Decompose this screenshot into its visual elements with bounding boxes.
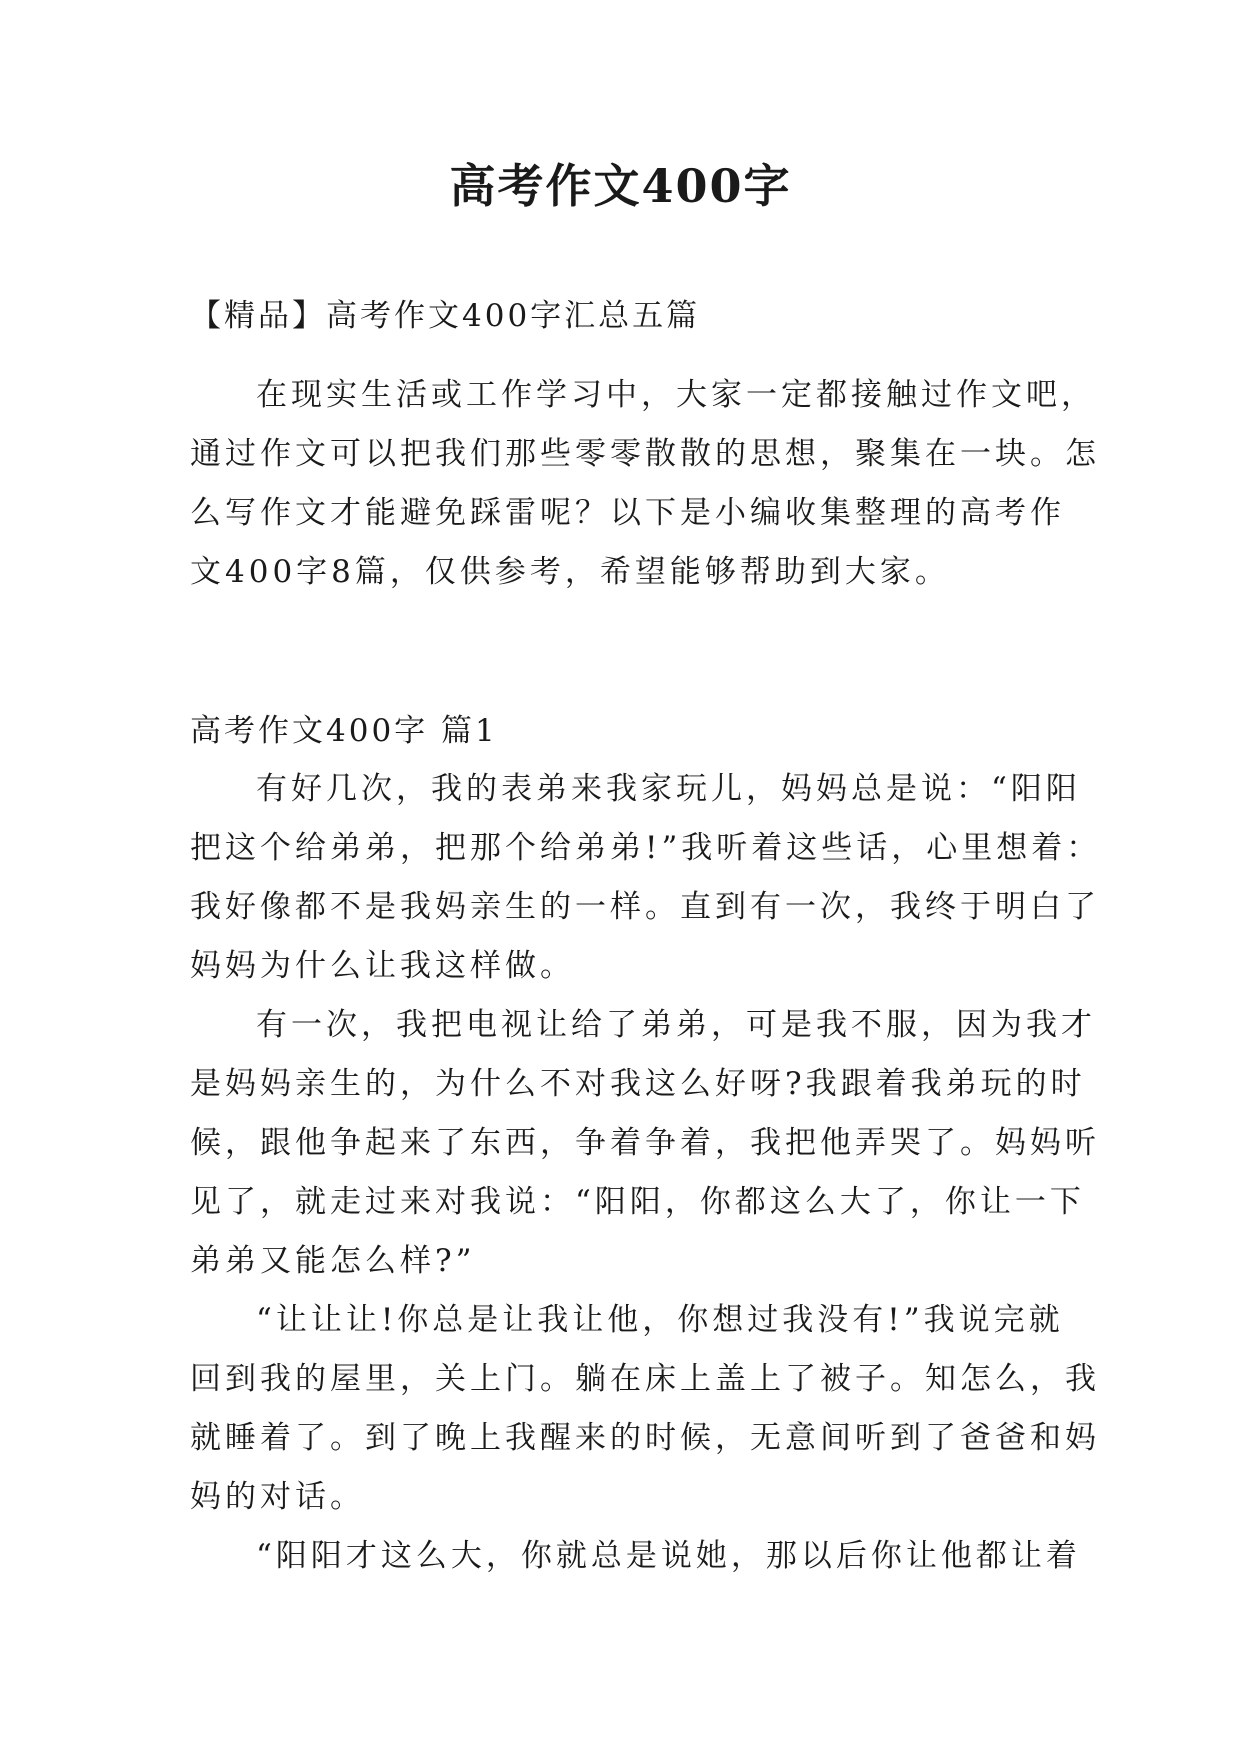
intro-line: 文400字8篇，仅供参考，希望能够帮助到大家。: [190, 554, 950, 590]
paragraph-line: 回到我的屋里，关上门。躺在床上盖上了被子。知怎么，我: [190, 1361, 1100, 1397]
paragraph-line: 见了，就走过来对我说：“阳阳，你都这么大了，你让一下: [190, 1184, 1085, 1220]
paragraph-4: [190, 1527, 1081, 1586]
paragraph-line: 我好像都不是我妈亲生的一样。直到有一次，我终于明白了: [190, 889, 1100, 925]
intro-paragraph: [190, 366, 1100, 602]
paragraph-line: “阳阳才这么大，你就总是说她，那以后你让他都让着: [256, 1538, 1081, 1574]
paragraph-line: 是妈妈亲生的，为什么不对我这么好呀?我跟着我弟玩的时: [190, 1066, 1086, 1102]
paragraph-3: [190, 1291, 1100, 1527]
paragraph-line: 妈的对话。: [190, 1479, 365, 1515]
paragraph-line: 妈妈为什么让我这样做。: [190, 948, 575, 984]
intro-line: 通过作文可以把我们那些零零散散的思想，聚集在一块。怎: [190, 436, 1100, 472]
paragraph-line: 弟弟又能怎么样?”: [190, 1243, 476, 1279]
paragraph-line: 有一次，我把电视让给了弟弟，可是我不服，因为我才: [256, 1007, 1096, 1043]
intro-line: 么写作文才能避免踩雷呢？以下是小编收集整理的高考作: [190, 495, 1065, 531]
paragraph-2: [190, 996, 1100, 1291]
section-heading: 高考作文400字 篇1: [190, 713, 498, 749]
paragraph-line: “让让让!你总是让我让他，你想过我没有!”我说完就: [256, 1302, 1064, 1338]
paragraph-line: 候，跟他争起来了东西，争着争着，我把他弄哭了。妈妈听: [190, 1125, 1100, 1161]
paragraph-line: 就睡着了。到了晚上我醒来的时候，无意间听到了爸爸和妈: [190, 1420, 1100, 1456]
intro-line: 在现实生活或工作学习中，大家一定都接触过作文吧，: [256, 377, 1096, 413]
paragraph-line: 把这个给弟弟，把那个给弟弟!”我听着这些话，心里想着：: [190, 830, 1102, 866]
paragraph-1: [190, 760, 1102, 996]
document-subtitle: 【精品】高考作文400字汇总五篇: [190, 298, 701, 334]
paragraph-line: 有好几次，我的表弟来我家玩儿，妈妈总是说：“阳阳: [256, 771, 1081, 807]
document-title: 高考作文400字: [449, 159, 792, 213]
